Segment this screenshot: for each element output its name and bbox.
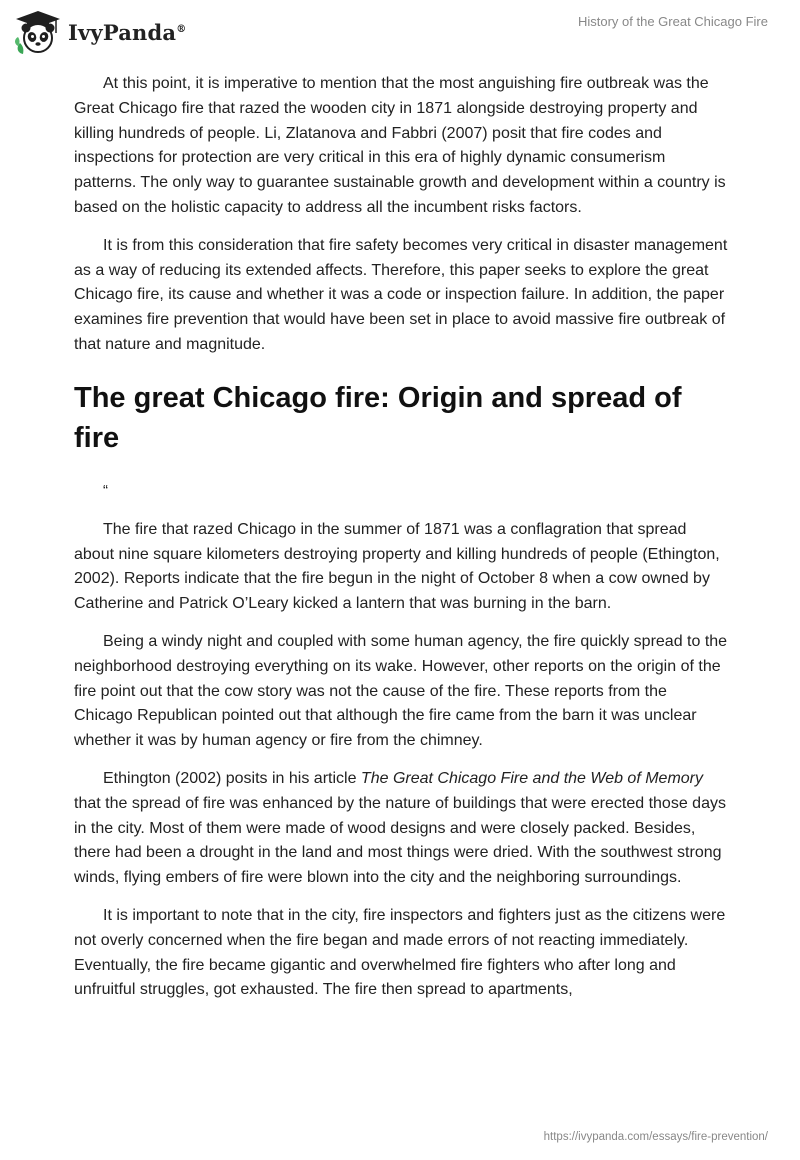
footer-url[interactable]: https://ivypanda.com/essays/fire-prevention/ xyxy=(543,1131,768,1143)
page-header xyxy=(0,0,800,66)
brand-name: IvyPanda® xyxy=(68,19,187,45)
paragraph-ethington xyxy=(74,767,730,891)
essay-content xyxy=(74,72,730,1016)
paragraph-intro-2: It is from this consideration that fire safety becomes very critical in disaster management as a way of reducing its extended affects. Therefore, this paper seeks to explore the great Chicago fire, its cause and whether it was a code or inspection failure. In addition, the paper examines fire prevention that would have been set in place to avoid massive fire outbreak of that nature and magnitude. xyxy=(74,236,728,353)
paragraph-origin-2: Being a windy night and coupled with some human agency, the fire quickly spread to the neighborhood destroying everything on its wake. However, other reports on the origin of the fire point out that the cow story was not the cause of the fire. These reports from the Chicago Republican pointed out that although the fire came from the barn it was unclear whether it was by human agency or fire from the chimney. xyxy=(74,632,728,750)
section-heading: The great Chicago fire: Origin and spread of fire xyxy=(74,381,682,454)
ethington-text-after: that the spread of fire was enhanced by the nature of buildings that were erected those days in the city. Most of them were made of wood designs and were closely packed. Besides, there had been a drought in the land and most things were dried. With the southwest strong winds, flying embers of fire were blown into the city and the neighboring surroundings. xyxy=(74,794,726,887)
running-title: History of the Great Chicago Fire xyxy=(577,14,768,29)
ivypanda-logo[interactable] xyxy=(14,8,186,56)
panda-graduation-icon xyxy=(14,9,62,55)
paragraph-intro-1: At this point, it is imperative to mention that the most anguishing fire outbreak was the Great Chicago fire that razed the wooden city in 1871 alongside destroying property and killing hundreds of people. Li, Zlatanova and Fabbri (2007) posit that fire codes and inspections for protection are very critical in this era of highly dynamic consumerism patterns. The only way to guarantee sustainable growth and development within a country is based on the holistic capacity to address all the incumbent risks factors. xyxy=(74,75,726,216)
article-title: The Great Chicago Fire and the Web of Memory xyxy=(360,769,703,787)
registered-mark: ® xyxy=(176,23,187,35)
paragraph-closing: It is important to note that in the city, fire inspectors and fighters just as the citizens were not overly concerned when the fire began and made errors of not reacting immediately. Eventually, the fire became gigantic and overwhelmed fire fighters who after long and unfruitful struggles, got exhausted. The fire then spread to apartments, xyxy=(74,906,726,999)
paragraph-origin-1: The fire that razed Chicago in the summer of 1871 was a conflagration that spread about nine square kilometers destroying property and killing hundreds of people (Ethington, 2002). Reports indicate that the fire begun in the night of October 8 when a cow owned by Catherine and Patrick O’Leary kicked a lantern that was burning in the barn. xyxy=(74,520,720,613)
quote-mark: “ xyxy=(103,481,108,499)
ethington-text-before: Ethington (2002) posits in his article xyxy=(103,769,361,787)
